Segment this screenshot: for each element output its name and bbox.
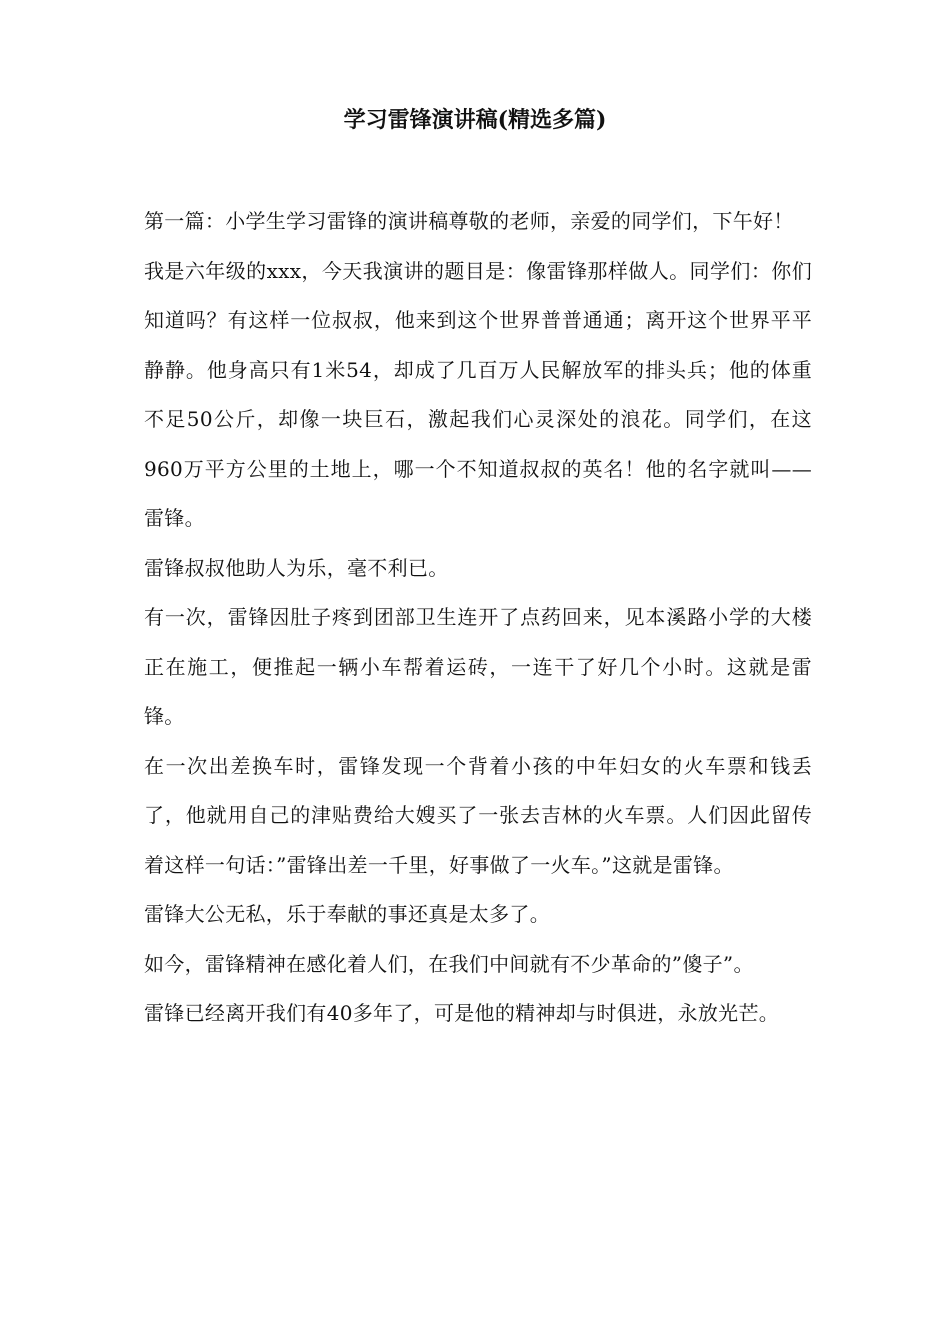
paragraph: 如今，雷锋精神在感化着人们，在我们中间就有不少革命的”傻子”。 [144, 951, 754, 976]
paragraph: 在一次出差换车时，雷锋发现一个背着小孩的中年妇女的火车票和钱丢了，他就用自己的津贴费给大嫂买了一张去吉林的火车票。人们因此留传着这样一句话：”雷锋出差一千里，好事做了一火车。”这就是雷锋。 [144, 753, 812, 877]
paragraph: 有一次，雷锋因肚子疼到团部卫生连开了点药回来，见本溪路小学的大楼正在施工，便推起一辆小车帮着运砖，一连干了好几个小时。这就是雷锋。 [144, 605, 812, 728]
document-body [144, 197, 812, 1039]
paragraph: 我是六年级的xxx，今天我演讲的题目是：像雷锋那样做人。同学们：你们知道吗？有这样一位叔叔，他来到这个世界普普通通；离开这个世界平平静静。他身高只有1米54，却成了几百万人民解放军的排头兵；他的体重不足50公斤，却像一块巨石，激起我们心灵深处的浪花。同学们，在这960万平方公里的土地上，哪一个不知道叔叔的英名！他的名字就叫——雷锋。 [144, 258, 812, 530]
paragraph: 雷锋大公无私，乐于奉献的事还真是太多了。 [144, 902, 550, 926]
paragraph: 第一篇：小学生学习雷锋的演讲稿尊敬的老师，亲爱的同学们，下午好！ [144, 209, 794, 233]
paragraph: 雷锋已经离开我们有40多年了，可是他的精神却与时俱进，永放光芒。 [144, 1001, 780, 1025]
paragraph: 雷锋叔叔他助人为乐，毫不利已。 [144, 555, 449, 580]
document-title: 学习雷锋演讲稿(精选多篇) [343, 107, 607, 133]
